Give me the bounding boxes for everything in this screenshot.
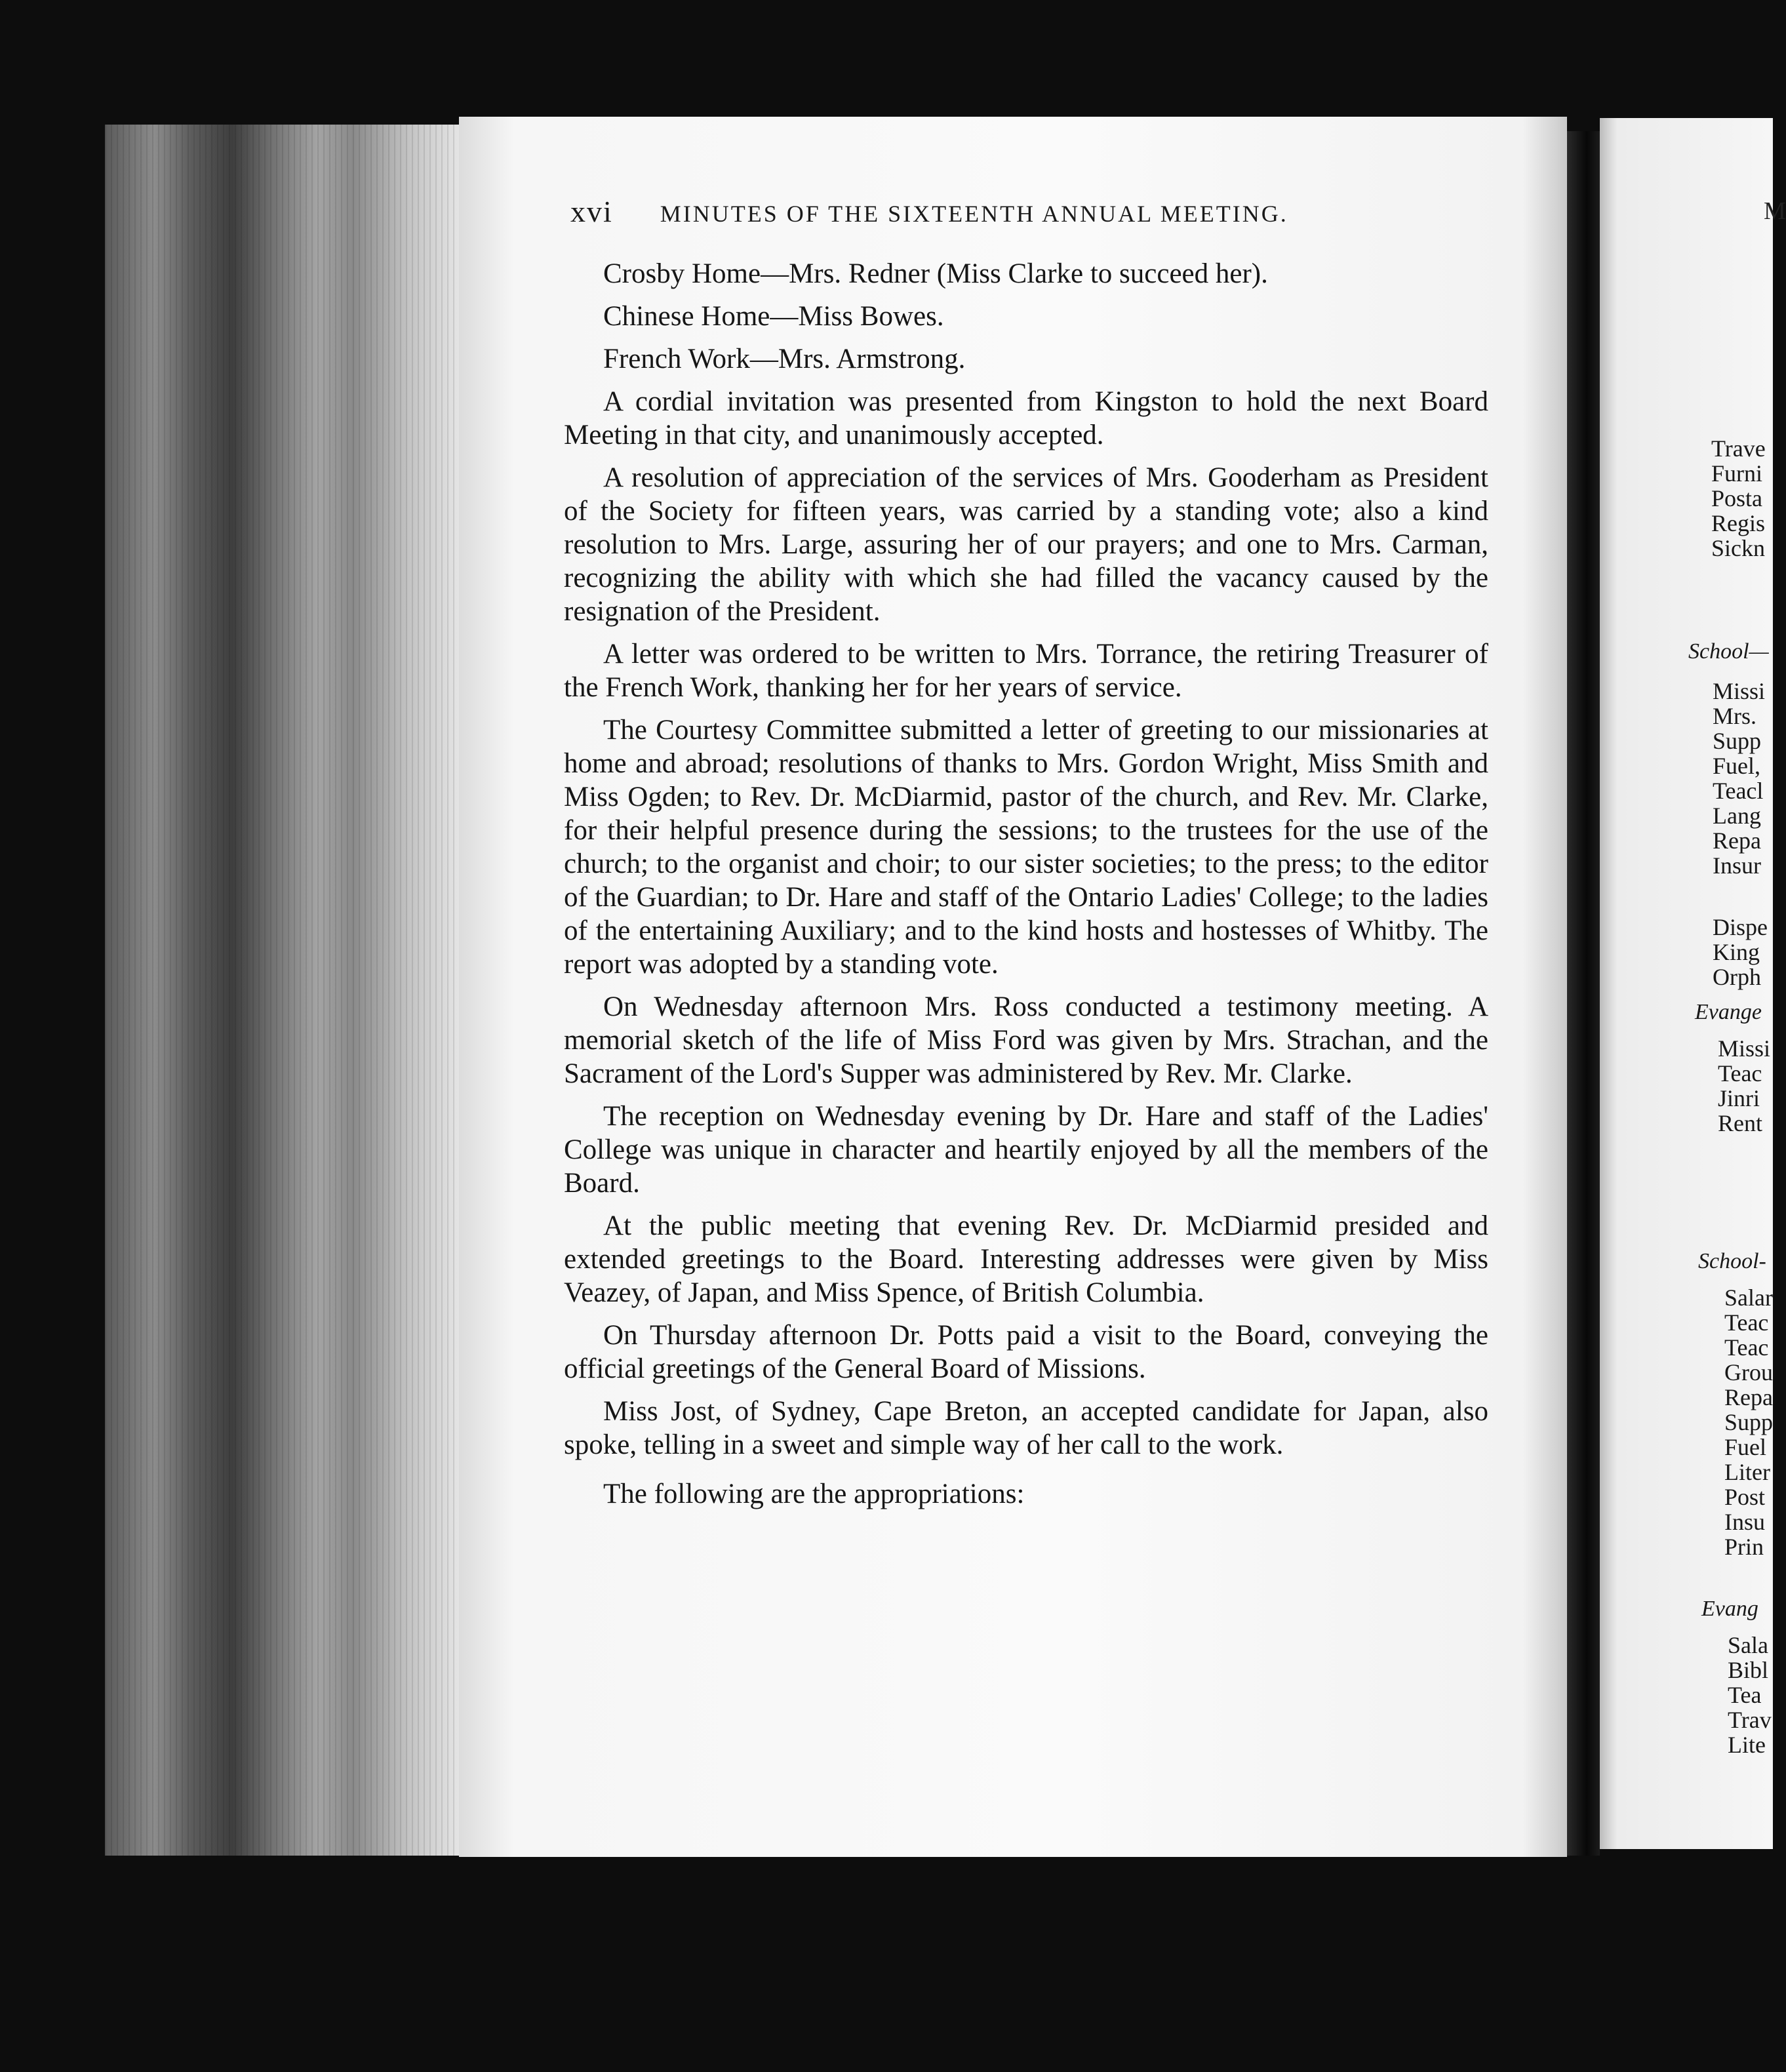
facing-block (1713, 915, 1768, 989)
paragraph: Miss Jost, of Sydney, Cape Breton, an accepted candidate for Japan, also spoke, telling in a sweet and simple way of her call to the work. (564, 1396, 1488, 1460)
facing-page (1600, 118, 1786, 1849)
facing-heading: School- (1698, 1249, 1766, 1273)
facing-line: Repa (1724, 1384, 1773, 1410)
facing-heading: School— (1688, 639, 1769, 664)
facing-line: Fuel (1724, 1434, 1767, 1460)
paragraph: At the public meeting that evening Rev. Dr. McDiarmid presided and extended greetings to the Board. Interesting addresses were given by Miss Veazey, of Japan, and Miss Spence, of British Columbia. (564, 1210, 1488, 1308)
paragraph: A cordial invitation was presented from Kingston to hold the next Board Meeting in that city, and unanimously accepted. (564, 386, 1488, 450)
facing-line: Teac (1724, 1334, 1769, 1361)
facing-line: Trave (1711, 435, 1766, 462)
facing-line: Teac (1718, 1060, 1762, 1086)
facing-line: Post (1724, 1484, 1766, 1510)
facing-block (1728, 1633, 1772, 1757)
facing-line: Dispe (1713, 914, 1768, 940)
page-body (564, 257, 1488, 1520)
facing-line: Lite (1728, 1732, 1766, 1758)
facing-line: Lang (1713, 803, 1761, 829)
facing-block (1711, 436, 1766, 561)
facing-line: Supp (1724, 1409, 1774, 1435)
paragraph: A resolution of appreciation of the services of Mrs. Gooderham as President of the Society for fifteen years, was carried by a standing vote; also a kind resolution to Mrs. Large, assuring her of our prayers; and one to Mrs. Carman, recognizing the ability with which she had filled the vacancy caused by the resignation of the President. (564, 462, 1488, 627)
page-header (570, 194, 1390, 229)
facing-line: Fuel, (1713, 753, 1761, 779)
facing-line: Rent (1718, 1110, 1762, 1136)
facing-block (1713, 679, 1765, 878)
paragraph: A letter was ordered to be written to Mrs. Torrance, the retiring Treasurer of the French Work, thanking her for her years of service. (564, 639, 1488, 703)
facing-line: Sickn (1711, 535, 1766, 561)
facing-line: Teacl (1713, 778, 1764, 804)
facing-line: Grou (1724, 1359, 1773, 1385)
facing-line: Sala (1728, 1632, 1768, 1658)
facing-line: Furni (1711, 460, 1763, 487)
facing-line: Insu (1724, 1509, 1765, 1535)
facing-block (1718, 1036, 1770, 1136)
facing-line: Insur (1713, 852, 1761, 879)
facing-line: Salar (1724, 1285, 1773, 1311)
facing-line: King (1713, 939, 1760, 965)
facing-heading: Evang (1701, 1597, 1758, 1621)
facing-line: Missi (1713, 678, 1766, 704)
facing-line: Jinri (1718, 1085, 1760, 1111)
facing-page-header: M (1764, 197, 1786, 225)
facing-line: Posta (1711, 485, 1763, 511)
facing-line: Bibl (1728, 1657, 1769, 1683)
facing-line: Regis (1711, 510, 1766, 536)
page-folio: xvi (570, 195, 613, 228)
facing-line: Tea (1728, 1682, 1762, 1708)
facing-heading: Evange (1695, 1000, 1762, 1024)
facing-line: Missi (1718, 1035, 1771, 1062)
facing-line: Prin (1724, 1534, 1764, 1560)
closing-line: The following are the appropriations: (603, 1479, 1025, 1509)
book-page-edges (105, 125, 459, 1856)
book-gutter (1567, 131, 1600, 1856)
paragraph: On Thursday afternoon Dr. Potts paid a visit to the Board, conveying the official greetings of the General Board of Missions. (564, 1320, 1488, 1384)
list-item: Crosby Home—Mrs. Redner (Miss Clarke to succeed her). (603, 258, 1268, 289)
paragraph: The Courtesy Committee submitted a letter of greeting to our missionaries at home and abroad; resolutions of thanks to Mrs. Gordon Wright, Miss Smith and Miss Ogden; to Rev. Dr. McDiarmid, pastor of the church, and Rev. Mr. Clarke, for their helpful presence during the sessions; to the trustees for the use of the church; to the organist and choir; to our sister societies; to the press; to the editor of the Guardian; to Dr. Hare and staff of the Ontario Ladies' College; to the ladies of the entertaining Auxiliary; and to the kind hosts and hostesses of Whitby. The report was adopted by a standing vote. (564, 715, 1488, 980)
facing-line: Repa (1713, 827, 1761, 854)
facing-block (1724, 1285, 1773, 1559)
facing-line: Mrs. (1713, 703, 1757, 729)
list-item: Chinese Home—Miss Bowes. (603, 301, 944, 332)
facing-line: Teac (1724, 1309, 1769, 1336)
facing-line: Trav (1728, 1707, 1772, 1733)
paragraph: The reception on Wednesday evening by Dr. Hare and staff of the Ladies' College was unique in character and heartily enjoyed by all the members of the Board. (564, 1101, 1488, 1199)
facing-line: Liter (1724, 1459, 1770, 1485)
running-title: MINUTES OF THE SIXTEENTH ANNUAL MEETING. (660, 201, 1288, 227)
paragraph: On Wednesday afternoon Mrs. Ross conducted a testimony meeting. A memorial sketch of the life of Miss Ford was given by Mrs. Strachan, and the Sacrament of the Lord's Supper was administered by Rev. Mr. Clarke. (564, 991, 1488, 1089)
list-item: French Work—Mrs. Armstrong. (603, 344, 966, 374)
facing-line: Supp (1713, 728, 1762, 754)
facing-line: Orph (1713, 964, 1761, 990)
